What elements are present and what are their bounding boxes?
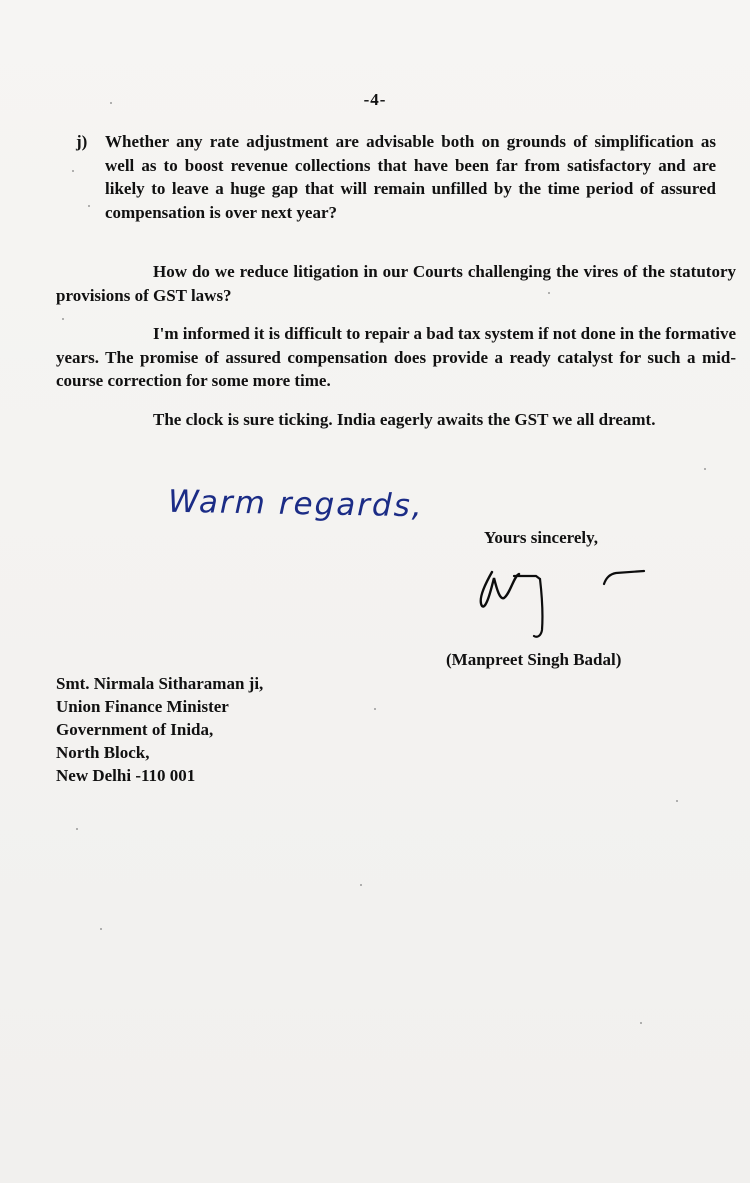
paragraph-litigation: How do we reduce litigation in our Courts challenging the vires of the statutory provisions of GST laws? xyxy=(56,262,736,305)
paper-speck xyxy=(374,708,376,710)
list-marker: j) xyxy=(76,132,88,151)
handwritten-greeting: Warm regards, xyxy=(167,483,424,525)
paper-speck xyxy=(62,318,64,320)
paper-speck xyxy=(360,884,362,886)
list-item-text: Whether any rate adjustment are advisable both on grounds of simplification as well as to boost revenue collections that have been far from satisfactory and are likely to leave a huge gap that will remain unfilled by the time period of assured compensation is over next year? xyxy=(105,132,716,222)
page-number: -4- xyxy=(363,90,387,109)
address-line: Government of Inida, xyxy=(56,720,214,739)
paper-speck xyxy=(704,468,706,470)
paper-speck xyxy=(100,928,102,930)
paragraph-tax-system: I'm informed it is difficult to repair a bad tax system if not done in the formative years. The promise of assured compensation does provide a ready catalyst for such a mid- course correction for some more time. xyxy=(56,324,736,390)
paragraph-clock-ticking: The clock is sure ticking. India eagerly awaits the GST we all dreamt. xyxy=(153,410,656,429)
address-line: New Delhi -110 001 xyxy=(56,766,196,785)
paper-speck xyxy=(110,102,112,104)
address-line: Smt. Nirmala Sitharaman ji, xyxy=(56,674,264,693)
closing-line: Yours sincerely, xyxy=(484,528,598,547)
address-line: North Block, xyxy=(56,743,150,762)
signatory-name: (Manpreet Singh Badal) xyxy=(446,650,622,669)
paper-speck xyxy=(88,205,90,207)
list-item-j xyxy=(76,130,716,224)
paper-speck xyxy=(72,170,74,172)
paper-speck xyxy=(76,828,78,830)
address-line: Union Finance Minister xyxy=(56,697,229,716)
paper-speck xyxy=(548,292,550,294)
paper-speck xyxy=(640,1022,642,1024)
paper-speck xyxy=(676,800,678,802)
recipient-address xyxy=(56,672,263,787)
signature-icon xyxy=(464,556,654,646)
